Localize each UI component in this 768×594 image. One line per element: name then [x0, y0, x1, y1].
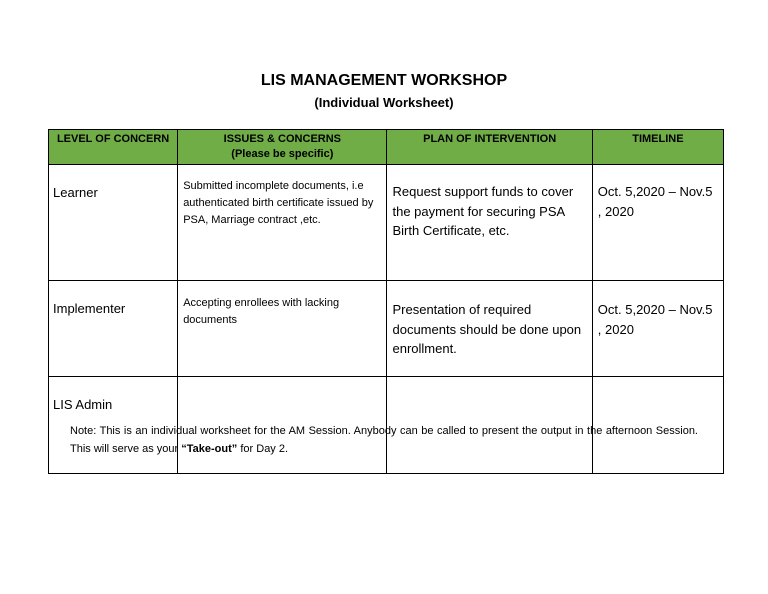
header-plan-of-intervention: PLAN OF INTERVENTION [387, 130, 592, 165]
timeline-cell: Oct. 5,2020 – Nov.5 , 2020 [592, 281, 723, 377]
plan-cell: Request support funds to cover the payment for securing PSA Birth Certificate, etc. [387, 165, 592, 281]
note-takeout: “Take-out” [181, 443, 238, 455]
plan-cell: Presentation of required documents should be done upon enrollment. [387, 281, 592, 377]
worksheet-note [70, 422, 698, 458]
header-level-of-concern: LEVEL OF CONCERN [49, 130, 178, 165]
header-timeline: TIMELINE [592, 130, 723, 165]
note-text-start: Note: This is an individual worksheet for the AM Session. Anybody can be called to present the output in the afternoon Session. This will serve as your [70, 425, 698, 455]
header-issues-line2: (Please be specific) [231, 148, 334, 160]
timeline-cell: Oct. 5,2020 – Nov.5 , 2020 [592, 165, 723, 281]
header-issues-concerns [178, 130, 387, 165]
issues-cell: Submitted incomplete documents, i.e authenticated birth certificate issued by PSA, Marriage contract ,etc. [178, 165, 387, 281]
level-cell: Implementer [49, 281, 178, 377]
worksheet-title: LIS MANAGEMENT WORKSHOP [260, 72, 508, 89]
table-header-row [49, 130, 724, 165]
issues-cell: Accepting enrollees with lacking documents [178, 281, 387, 377]
note-text-end: for Day 2. [237, 443, 289, 455]
header-issues-line1: ISSUES & CONCERNS [223, 133, 342, 145]
level-cell: Learner [49, 165, 178, 281]
table-row [49, 281, 724, 377]
table-row [49, 165, 724, 281]
worksheet-subtitle: (Individual Worksheet) [314, 95, 454, 110]
level-cell: LIS Admin [49, 377, 178, 474]
